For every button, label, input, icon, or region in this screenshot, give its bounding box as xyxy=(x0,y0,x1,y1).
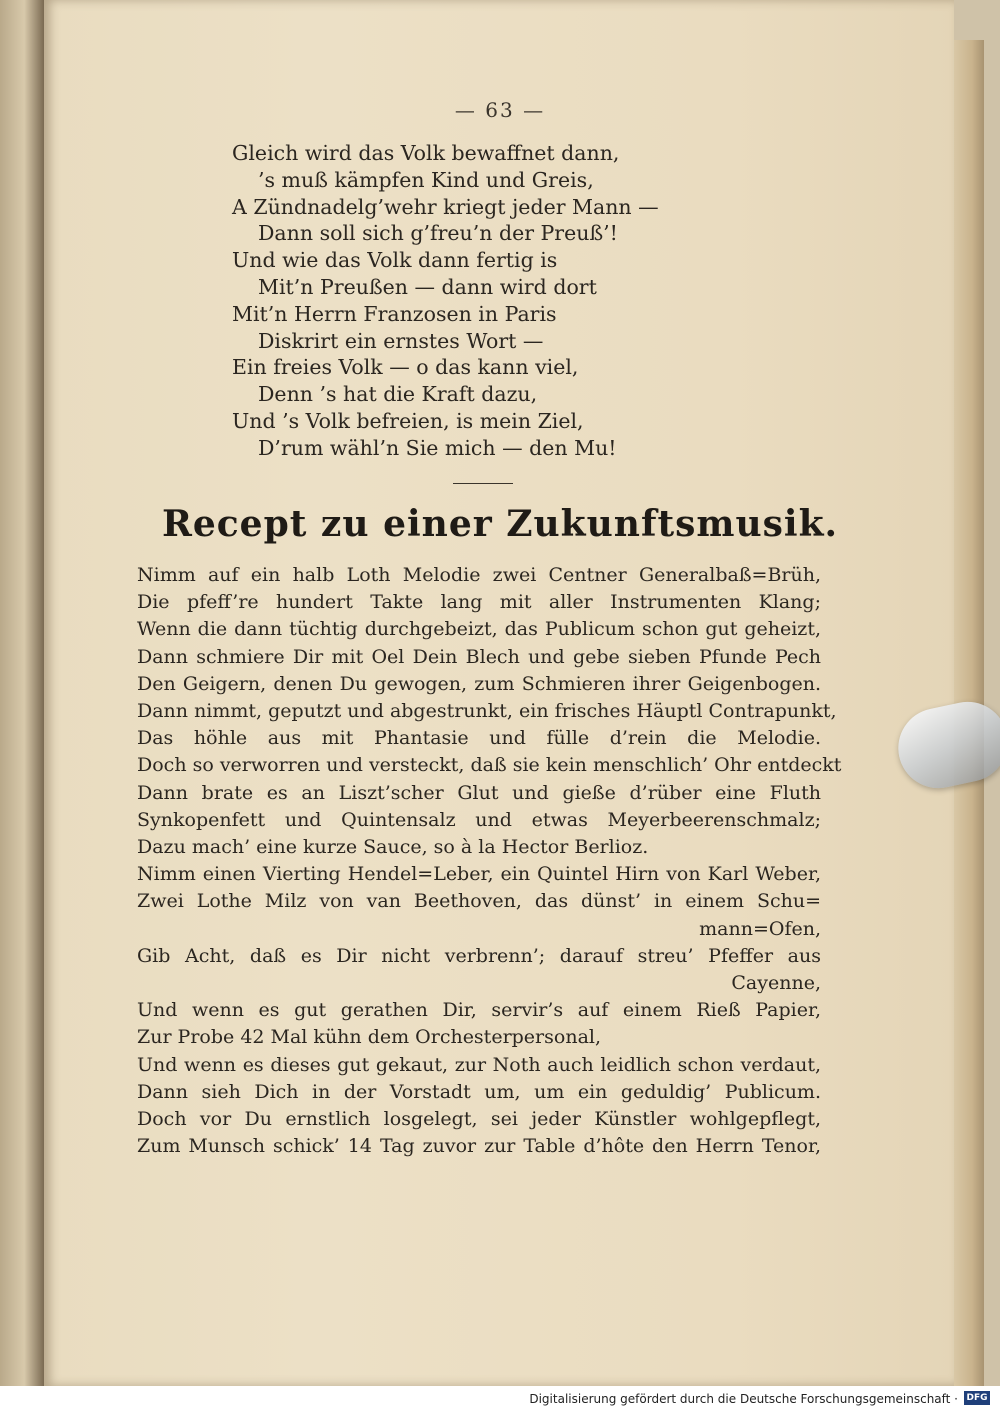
poem-line: Und wie das Volk dann fertig is xyxy=(232,248,558,273)
poem-line: Und ’s Volk befreien, is mein Ziel, xyxy=(232,408,584,433)
dfg-logo: DFG xyxy=(964,1391,990,1405)
prose-line: Zwei Lothe Milz von van Beethoven, das dünst’ in einem Schu= xyxy=(137,890,821,913)
prose-line: Dann sieh Dich in der Vorstadt um, um ein geduldig’ Publicum. xyxy=(137,1080,821,1103)
poem-line: Denn ’s hat die Kraft dazu, xyxy=(258,382,538,407)
prose-line: Zur Probe 42 Mal kühn dem Orchesterpersonal, xyxy=(137,1026,602,1049)
prose-line: Cayenne, xyxy=(731,972,821,995)
prose-line: Doch so verworren und versteckt, daß sie kein menschlich’ Ohr entdeckt xyxy=(137,754,842,777)
prose-line: Dann brate es an Liszt’scher Glut und gieße d’rüber eine Fluth xyxy=(137,781,821,804)
prose-line: mann=Ofen, xyxy=(699,917,821,940)
prose-line: Und wenn es dieses gut gekaut, zur Noth auch leidlich schon verdaut, xyxy=(137,1053,821,1076)
prose-line: Synkopenfett und Quintensalz und etwas Meyerbeerenschmalz; xyxy=(137,808,821,831)
prose-line: Wenn die dann tüchtig durchgebeizt, das Publicum schon gut geheizt, xyxy=(137,618,821,641)
prose-line: Nimm einen Vierting Hendel=Leber, ein Quintel Hirn von Karl Weber, xyxy=(137,863,821,886)
prose-line: Gib Acht, daß es Dir nicht verbrenn’; darauf streu’ Pfeffer aus xyxy=(137,944,821,967)
funding-credit: Digitalisierung gefördert durch die Deutsche Forschungsgemeinschaft · xyxy=(529,1392,958,1406)
poem-line: Mit’n Preußen — dann wird dort xyxy=(258,274,597,299)
prose-line: Zum Munsch schick’ 14 Tag zuvor zur Table d’hôte den Herrn Tenor, xyxy=(137,1135,821,1158)
poem-line: Gleich wird das Volk bewaffnet dann, xyxy=(232,141,620,165)
poem xyxy=(232,140,692,462)
prose-line: Nimm auf ein halb Loth Melodie zwei Centner Generalbaß=Brüh, xyxy=(137,564,821,586)
facing-page-edge xyxy=(0,0,44,1386)
poem-line: ’s muß kämpfen Kind und Greis, xyxy=(258,167,594,192)
poem-line: D’rum wähl’n Sie mich — den Mu! xyxy=(258,435,617,460)
prose-line: Dazu mach’ eine kurze Sauce, so à la Hector Berlioz. xyxy=(137,836,649,859)
poem-line: Ein freies Volk — o das kann viel, xyxy=(232,355,579,380)
prose-line: Und wenn es gut gerathen Dir, servir’s auf einem Rieß Papier, xyxy=(137,999,821,1022)
section-divider xyxy=(453,483,513,484)
prose-line: Dann nimmt, geputzt und abgestrunkt, ein frisches Häuptl Contrapunkt, xyxy=(137,700,837,723)
prose-line: Die pfeff’re hundert Takte lang mit aller Instrumenten Klang; xyxy=(137,591,821,614)
recipe-text xyxy=(137,562,842,1160)
page-number: — 63 — xyxy=(454,98,546,122)
prose-line: Doch vor Du ernstlich losgelegt, sei jeder Künstler wohlgepflegt, xyxy=(137,1108,821,1131)
prose-line: Den Geigern, denen Du gewogen, zum Schmieren ihrer Geigenbogen. xyxy=(137,672,821,695)
poem-line: Diskrirt ein ernstes Wort — xyxy=(258,328,544,353)
section-heading: Recept zu einer Zukunftsmusik. xyxy=(161,503,839,545)
poem-line: A Zündnadelg’wehr kriegt jeder Mann — xyxy=(232,194,659,219)
poem-line: Mit’n Herrn Franzosen in Paris xyxy=(232,301,557,326)
prose-line: Das höhle aus mit Phantasie und fülle d’rein die Melodie. xyxy=(137,727,821,750)
poem-line: Dann soll sich g’freu’n der Preuß’! xyxy=(258,221,618,246)
prose-line: Dann schmiere Dir mit Oel Dein Blech und gebe sieben Pfunde Pech xyxy=(137,645,821,668)
